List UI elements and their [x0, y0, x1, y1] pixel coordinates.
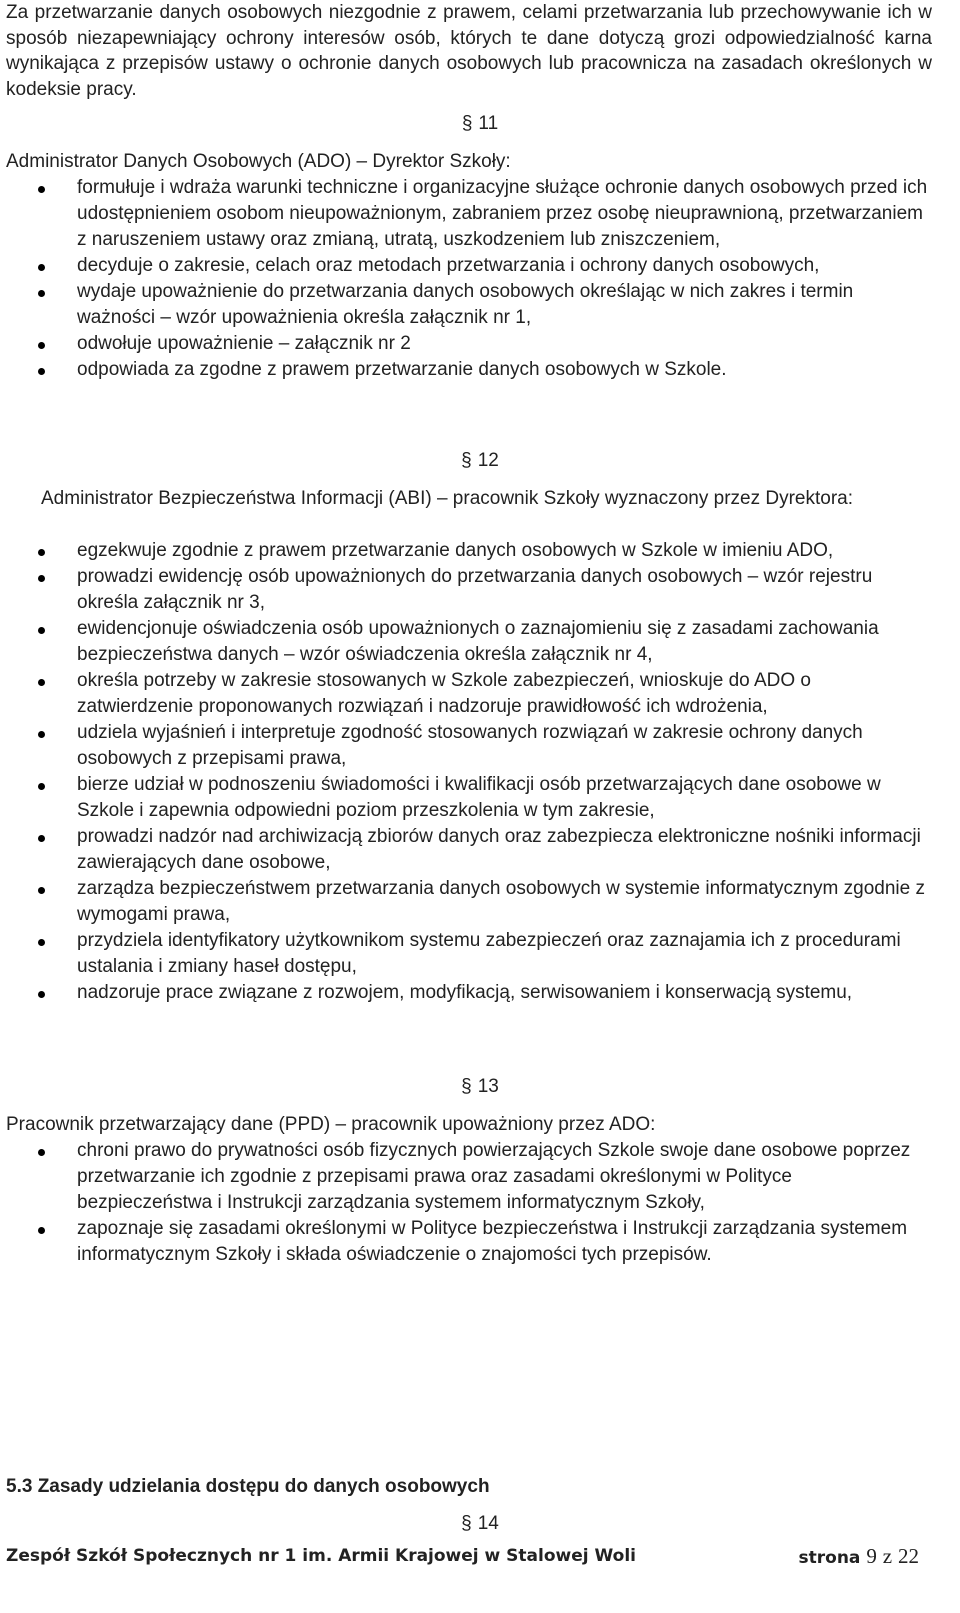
section-12-lead: Administrator Bezpieczeństwa Informacji (ABI) – pracownik Szkoły wyznaczony przez Dyrektora:: [41, 488, 854, 509]
bullet-icon: [38, 887, 45, 894]
list-item-text: chroni prawo do prywatności osób fizycznych powierzających Szkole swoje dane osobowe poprzez przetwarzanie ich zgodnie z przepisami prawa oraz zasadami określonymi w Polityce bezpieczeństwa i Instrukcji zarządzania systemem informatycznym Szkoły,: [77, 1140, 911, 1213]
list-item-text: ewidencjonuje oświadczenia osób upoważnionych o zaznajomieniu się z zasadami zachowania bezpieczeństwa danych – wzór oświadczenia określa załącznik nr 4,: [77, 618, 879, 665]
list-item: [0, 538, 932, 564]
bullet-icon: [38, 835, 45, 842]
list-item: [0, 824, 932, 876]
bullet-icon: [38, 264, 45, 271]
page-separator: z: [882, 1544, 893, 1568]
list-item-text: zapoznaje się zasadami określonymi w Polityce bezpieczeństwa i Instrukcji zarządzania systemem informatycznym Szkoły i składa oświadczenie o znajomości tych przepisów.: [77, 1218, 908, 1265]
bullet-icon: [38, 627, 45, 634]
list-item-text: określa potrzeby w zakresie stosowanych w Szkole zabezpieczeń, wnioskuje do ADO o zatwierdzenie proponowanych rozwiązań i nadzoruje prawidłowość ich wdrożenia,: [77, 670, 811, 717]
section-number: 11: [478, 113, 499, 134]
intro-paragraph: Za przetwarzanie danych osobowych niezgodnie z prawem, celami przetwarzania lub przechowywanie ich w sposób niezapewniający ochrony interesów osób, których te dane dotyczą grozi odpowiedzialność karna wynikająca z przepisów ustawy o ochronie danych osobowych lub pracownicza na zasadach określonych w kodeksie pracy.: [6, 2, 932, 100]
bullet-icon: [38, 575, 45, 582]
list-item-text: wydaje upoważnienie do przetwarzania danych osobowych określając w nich zakres i termin ważności – wzór upoważnienia określa załącznik nr 1,: [77, 281, 854, 328]
list-item-text: nadzoruje prace związane z rozwojem, modyfikacją, serwisowaniem i konserwacją systemu,: [77, 982, 853, 1003]
list-item-text: bierze udział w podnoszeniu świadomości i kwalifikacji osób przetwarzających dane osobowe w Szkole i zapewnia odpowiedni poziom przeszkolenia w tym zakresie,: [77, 774, 881, 821]
list-item: [0, 980, 932, 1006]
list-item: [0, 564, 932, 616]
bullet-icon: [38, 290, 45, 297]
list-item: [0, 928, 932, 980]
section-14-heading: [0, 1511, 960, 1537]
footer-page-indicator: [799, 1544, 919, 1570]
list-item-text: prowadzi ewidencję osób upoważnionych do przetwarzania danych osobowych – wzór rejestru określa załącznik nr 3,: [77, 566, 873, 613]
page-current: 9: [866, 1544, 877, 1568]
list-item: [0, 668, 932, 720]
bullet-icon: [38, 368, 45, 375]
section-11-lead: Administrator Danych Osobowych (ADO) – Dyrektor Szkoły:: [6, 151, 511, 172]
section-13-heading: [0, 1074, 960, 1100]
section-symbol: §: [461, 450, 472, 471]
page-label: strona: [798, 1548, 861, 1568]
list-item: [0, 772, 932, 824]
list-item: [0, 876, 932, 928]
list-item: [0, 253, 932, 279]
bullet-icon: [38, 1227, 45, 1234]
list-item: [0, 720, 932, 772]
list-item: [0, 175, 932, 253]
list-item-text: egzekwuje zgodnie z prawem przetwarzanie danych osobowych w Szkole w imieniu ADO,: [77, 540, 834, 561]
section-symbol: §: [461, 1513, 472, 1534]
section-symbol: §: [461, 113, 473, 134]
page-footer: [6, 1544, 919, 1568]
subsection-heading: 5.3 Zasady udzielania dostępu do danych osobowych: [6, 1476, 490, 1497]
list-item-text: formułuje i wdraża warunki techniczne i organizacyjne służące ochronie danych osobowych przed ich udostępnieniem osobom nieupoważnionym, zabraniem przez osobę nieuprawnioną, przetwarzaniem z naruszeniem ustawy oraz zmianą, utratą, uszkodzeniem lub zniszczeniem,: [77, 177, 928, 250]
section-number: 13: [477, 1076, 499, 1097]
list-item-text: zarządza bezpieczeństwem przetwarzania danych osobowych w systemie informatycznym zgodnie z wymogami prawa,: [77, 878, 925, 925]
section-number: 14: [477, 1513, 499, 1534]
bullet-icon: [38, 1149, 45, 1156]
list-item: [0, 279, 932, 331]
list-item: [0, 331, 932, 357]
bullet-icon: [38, 991, 45, 998]
bullet-icon: [38, 342, 45, 349]
list-item-text: udziela wyjaśnień i interpretuje zgodność stosowanych rozwiązań w zakresie ochrony danych osobowych z przepisami prawa,: [77, 722, 863, 769]
list-item: [0, 357, 932, 383]
bullet-icon: [38, 731, 45, 738]
section-13-lead: Pracownik przetwarzający dane (PPD) – pracownik upoważniony przez ADO:: [6, 1114, 656, 1135]
section-12-list: [0, 538, 932, 1006]
section-symbol: §: [461, 1076, 472, 1097]
page-total: 22: [898, 1544, 919, 1568]
list-item-text: odpowiada za zgodne z prawem przetwarzanie danych osobowych w Szkole.: [77, 359, 727, 380]
section-13-list: [0, 1138, 932, 1268]
footer-school-name: Zespół Szkół Społecznych nr 1 im. Armii Krajowej w Stalowej Woli: [6, 1546, 636, 1566]
list-item-text: odwołuje upoważnienie – załącznik nr 2: [77, 333, 411, 354]
section-11-heading: [0, 111, 960, 137]
section-11-list: [0, 175, 932, 383]
bullet-icon: [38, 549, 45, 556]
bullet-icon: [38, 783, 45, 790]
section-12-heading: [0, 448, 960, 474]
list-item-text: przydziela identyfikatory użytkownikom systemu zabezpieczeń oraz zaznajamia ich z procedurami ustalania i zmiany haseł dostępu,: [77, 930, 901, 977]
bullet-icon: [38, 679, 45, 686]
list-item-text: prowadzi nadzór nad archiwizacją zbiorów danych oraz zabezpiecza elektroniczne nośniki informacji zawierających dane osobowe,: [77, 826, 921, 873]
bullet-icon: [38, 939, 45, 946]
list-item: [0, 1138, 932, 1216]
section-number: 12: [477, 450, 499, 471]
list-item: [0, 1216, 932, 1268]
list-item-text: decyduje o zakresie, celach oraz metodach przetwarzania i ochrony danych osobowych,: [77, 255, 820, 276]
bullet-icon: [38, 186, 45, 193]
list-item: [0, 616, 932, 668]
